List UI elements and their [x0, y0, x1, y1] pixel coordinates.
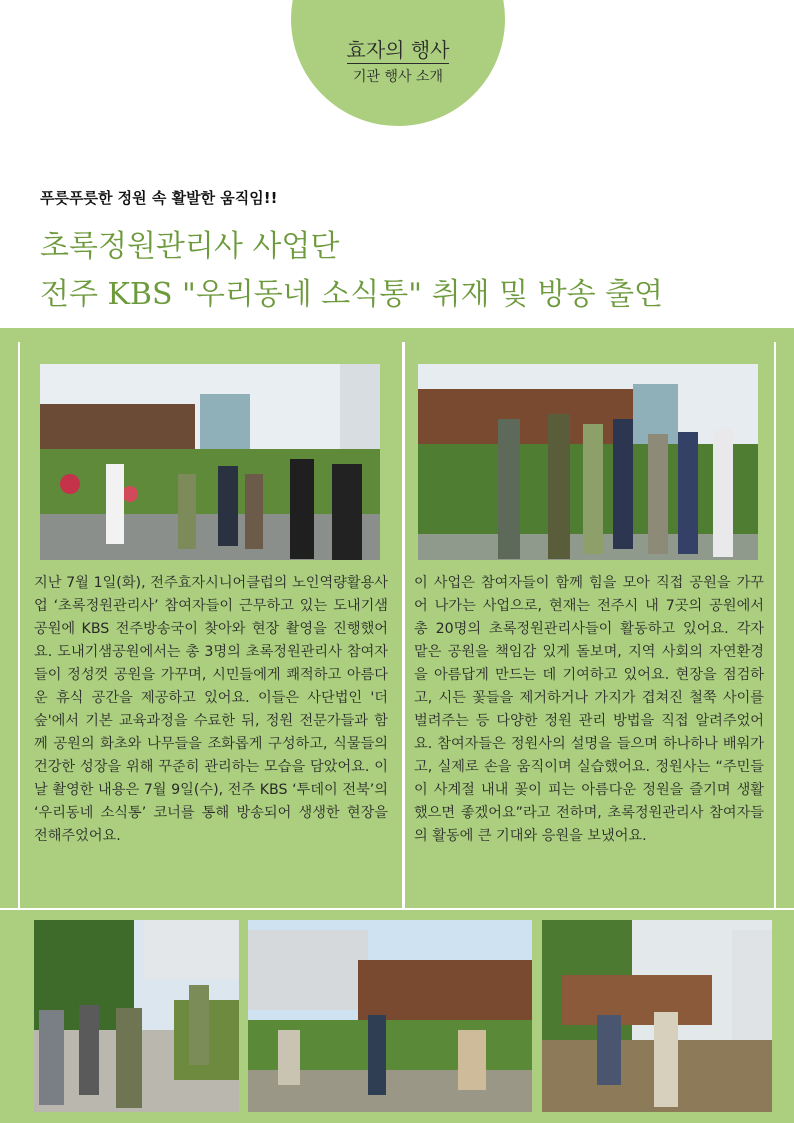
frame-top-band: [0, 328, 794, 342]
article-headline-line1: 초록정원관리사 사업단: [40, 229, 340, 264]
photo-planting-work: [248, 920, 532, 1112]
photo-group-waving: [418, 364, 758, 560]
article-kicker: 푸릇푸릇한 정원 속 활발한 움직임!!: [40, 189, 278, 207]
frame-left-border: [0, 342, 20, 908]
divider-line: [774, 342, 776, 908]
badge-subtitle: 기관 행사 소개: [352, 69, 444, 85]
paragraph-right: 이 사업은 참여자들이 함께 힘을 모아 직접 공원을 가꾸어 나가는 사업으로, 현재는 전주시 내 7곳의 공원에서 총 20명의 초록정원관리사들이 활동하고 있어요. 각자 맡은 공원을 책임감 있게 돌보며, 지역 사회의 자연환경을 아름답게 만드는 데 기여하고 있어요. 현장을 점검하고, 시든 꽃들을 제거하거나 가지가 겹쳐진 철쭉 사이를 벌려주는 등 다양한 정원 관리 방법을 직접 알려주었어요. 참여자들은 정원사의 설명을 들으며 하나하나 배워가고, 실제로 손을 움직이며 실습했어요. 정원사는 “주민들이 사계절 내내 꽃이 피는 아름다운 정원을 즐기며 생활했으면 좋겠어요”라고 전하며, 초록정원관리사 참여자들의 활동에 큰 기대와 응원을 보냈어요.: [414, 575, 764, 844]
divider-line: [402, 342, 404, 908]
badge-title: 효자의 행사: [346, 38, 450, 62]
divider-line: [18, 342, 20, 908]
photo-digging-soil: [542, 920, 772, 1112]
frame-right-border: [774, 342, 794, 908]
divider-line: [0, 908, 794, 910]
photo-garden-lesson: [34, 920, 239, 1112]
photo-kbs-filming: [40, 364, 380, 560]
article-headline-line2: 전주 KBS "우리동네 소식통" 취재 및 방송 출연: [40, 277, 664, 312]
paragraph-left: 지난 7월 1일(화), 전주효자시니어클럽의 노인역량활용사업 ‘초록정원관리사’ 참여자들이 근무하고 있는 도내기샘공원에 KBS 전주방송국이 찾아와 현장 촬영을 진행했어요. 도내기샘공원에서는 총 3명의 초록정원관리사 참여자들이 정성껏 공원을 가꾸며, 시민들에게 쾌적하고 아름다운 휴식 공간을 제공하고 있어요. 이들은 사단법인 '더숲'에서 기본 교육과정을 수료한 뒤, 정원 전문가들과 함께 공원의 화초와 나무들을 조화롭게 구성하고, 식물들의 건강한 성장을 위해 꾸준히 관리하는 모습을 담았어요. 이날 촬영한 내용은 7월 9일(수), 전주 KBS ‘투데이 전북’의 ‘우리동네 소식통’ 코너를 통해 방송되어 생생한 현장을 전해주었어요.: [34, 575, 388, 844]
